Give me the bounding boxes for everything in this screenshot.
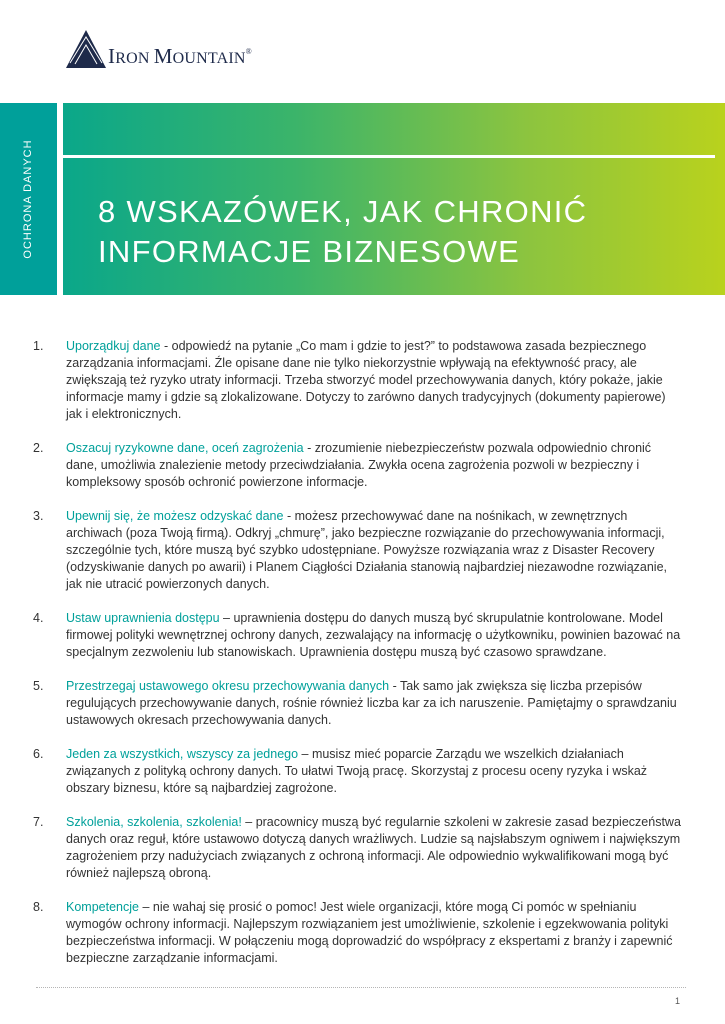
tip-number: 8. — [33, 900, 44, 914]
page-title-line-2: INFORMACJE BIZNESOWE — [98, 233, 521, 269]
side-tab-label: OCHRONA DANYCH — [22, 139, 34, 259]
tip-description: – pracownicy muszą być regularnie szkoleni w zakresie zasad bezpieczeństwa danych oraz reguł, które ustawowo dotyczą danych wrażliwych. Ludzie są najsłabszym ogniwem i największym zagrożeniem przy nadużyciach związanych z ochroną informacji. Ale odpowiednio wykwalifikowani mogą być również najlepszą obroną. — [66, 815, 681, 880]
tip-item-1 — [0, 338, 725, 423]
tips-list — [0, 338, 725, 984]
tip-text — [66, 814, 684, 882]
page-title — [98, 192, 698, 272]
iron-mountain-logo — [66, 30, 326, 70]
tip-description: – musisz mieć poparcie Zarządu we wszelkich działaniach związanych z polityką ochrony danych. To ułatwi Twoją pracę. Skorzystaj z procesu oceny ryzyka i wskaż obszary biznesu, które są najbardziej zagrożone. — [66, 747, 648, 795]
tip-heading: Oszacuj ryzykowne dane, oceń zagrożenia — [66, 441, 304, 455]
tip-text — [66, 338, 684, 423]
tip-description: - odpowiedź na pytanie „Co mam i gdzie to jest?” to podstawowa zasada bezpiecznego zarządzania informacjami. Źle opisane dane nie tylko niekorzystnie wpływają na efektywność pracy, ale zwiększają też ryzyko utraty informacji. Trzeba stworzyć model przechowywania danych, który pokaże, jakie informacje mamy i gdzie są zlokalizowane. Dotyczy to zarówno danych tradycyjnych (dokumenty papierowe) jak i elektronicznych. — [66, 339, 666, 421]
tip-number: 3. — [33, 509, 44, 523]
tip-number: 1. — [33, 339, 44, 353]
logo-wordmark: IRON MOUNTAIN® — [108, 44, 252, 68]
tip-number: 5. — [33, 679, 44, 693]
tip-heading: Kompetencje — [66, 900, 139, 914]
tip-text — [66, 746, 684, 797]
tip-text — [66, 610, 684, 661]
banner-divider-line — [63, 155, 715, 158]
tip-description: – nie wahaj się prosić o pomoc! Jest wiele organizacji, które mogą Ci pomóc w spełnianiu wymogów ochrony informacji. Najlepszym rozwiązaniem jest umożliwienie, szkolenie i egzekwowania polityki bezpieczeństwa informacji. W połączeniu mogą doprowadzić do współpracy z ekspertami z branży i zapewnić bezpieczne zarządzanie informacjami. — [66, 900, 673, 965]
tip-heading: Ustaw uprawnienia dostępu — [66, 611, 220, 625]
tip-item-8 — [0, 899, 725, 967]
tip-heading: Jeden za wszystkich, wszyscy za jednego — [66, 747, 299, 761]
tip-item-4 — [0, 610, 725, 661]
tip-number: 4. — [33, 611, 44, 625]
tip-number: 6. — [33, 747, 44, 761]
page-title-line-1: 8 WSKAZÓWEK, JAK CHRONIĆ — [98, 193, 588, 229]
tip-heading: Uporządkuj dane — [66, 339, 161, 353]
tip-description: - zrozumienie niebezpieczeństw pozwala odpowiednio chronić dane, umożliwia znalezienie metody przeciwdziałania. Zwykła ocena zagrożenia pozwoli w bezpieczny i kompleksowy sposób ochronić powierzone informacje. — [66, 441, 652, 489]
tip-heading: Szkolenia, szkolenia, szkolenia! — [66, 815, 242, 829]
tip-description: - możesz przechowywać dane na nośnikach, w zewnętrznych archiwach (poza Twoją firmą). Odkryj „chmurę”, jako bezpieczne rozwiązanie do przechowywania informacji, szczególnie tych, które muszą być szybko udostępniane. Powyższe rozwiązania wraz z Disaster Recovery (odzyskiwanie danych po awarii) i Planem Ciągłości Działania stanowią najbardziej niezawodne rozwiązanie, jak nie utracić powierzonych danych. — [66, 509, 668, 591]
tip-text — [66, 899, 684, 967]
tip-number: 7. — [33, 815, 44, 829]
footer-dotted-divider — [36, 987, 686, 988]
tip-item-5 — [0, 678, 725, 729]
title-banner — [63, 103, 725, 295]
tip-heading: Upewnij się, że możesz odzyskać dane — [66, 509, 284, 523]
tip-item-2 — [0, 440, 725, 491]
tip-number: 2. — [33, 441, 44, 455]
mountain-logo-icon — [66, 30, 106, 68]
tip-description: – uprawnienia dostępu do danych muszą być skrupulatnie kontrolowane. Model firmowej polityki wewnętrznej ochrony danych, zezwalający na informację o użytkowniku, powinien bazować na specjalnym zezwoleniu lub stanowiskach. Uprawnienia dostępu muszą być czasowo sprawdzane. — [66, 611, 681, 659]
page-number: 1 — [675, 996, 681, 1006]
tip-item-3 — [0, 508, 725, 593]
tip-item-7 — [0, 814, 725, 882]
tip-heading: Przestrzegaj ustawowego okresu przechowywania danych — [66, 679, 390, 693]
tip-text — [66, 508, 684, 593]
tip-item-6 — [0, 746, 725, 797]
tip-description: - Tak samo jak zwiększa się liczba przepisów regulujących przechowywanie danych, rośnie również liczba kar za ich naruszenie. Pamiętajmy o sprawdzaniu ustawowych okresach przechowywania danych. — [66, 679, 677, 727]
side-tab — [0, 103, 57, 295]
tip-text — [66, 440, 684, 491]
tip-text — [66, 678, 684, 729]
